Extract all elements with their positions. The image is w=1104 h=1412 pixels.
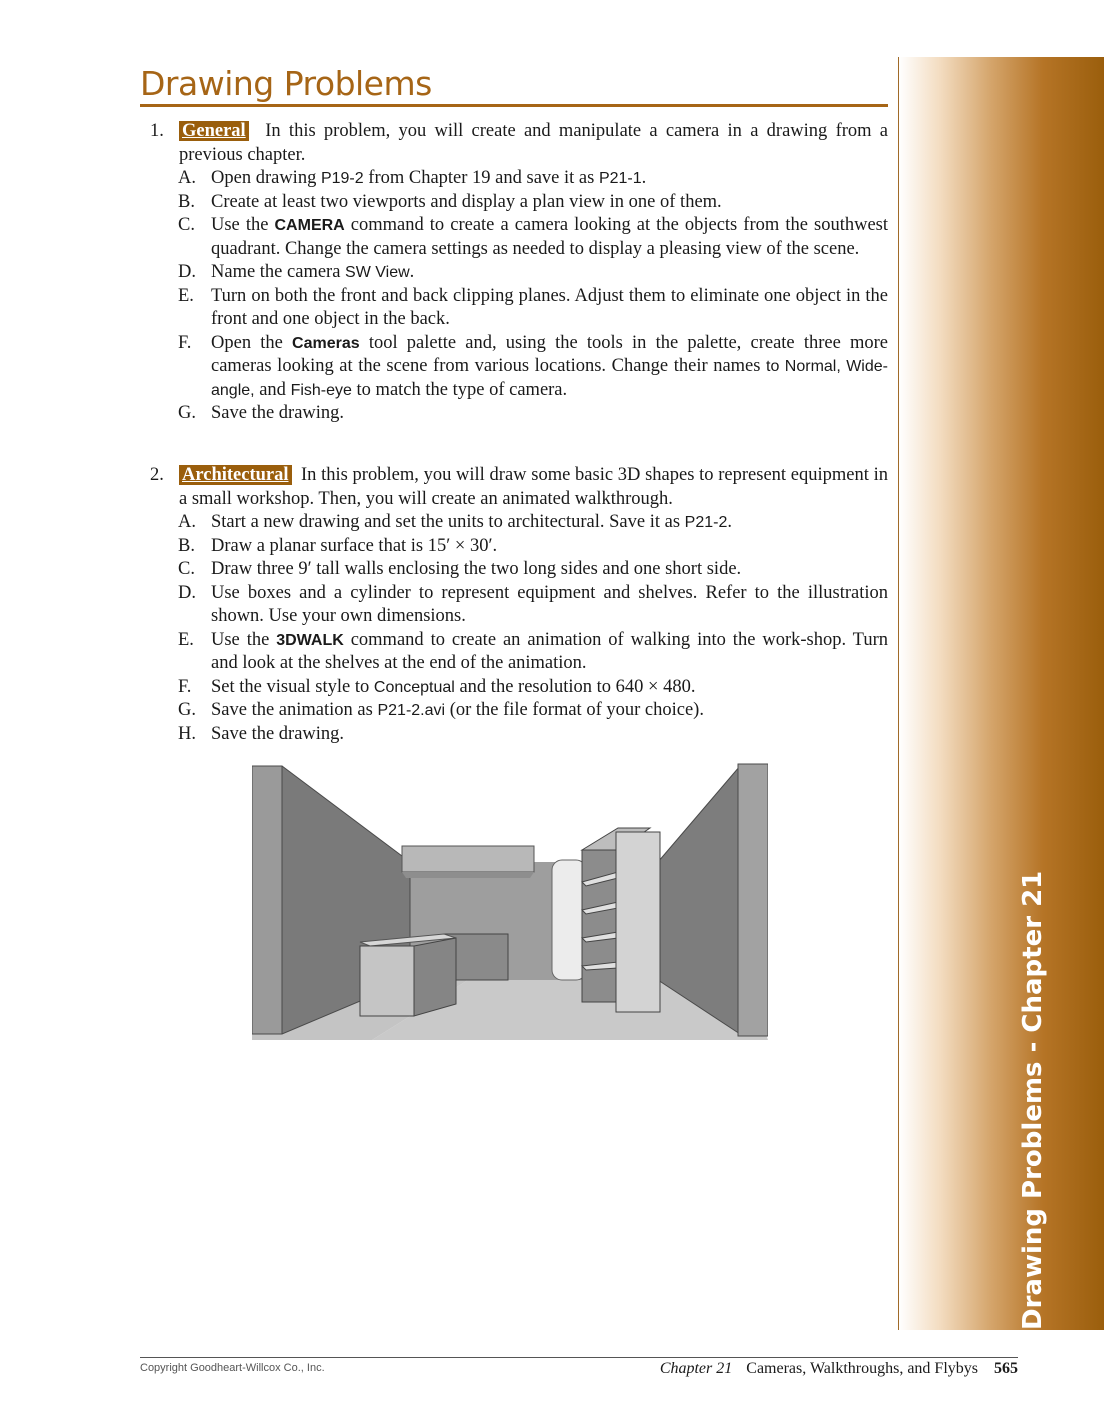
step-text: Set the visual style to xyxy=(211,676,374,697)
file-name: P21-2.avi xyxy=(377,702,446,719)
step-letter: G. xyxy=(178,700,196,720)
step-list xyxy=(150,511,888,746)
step-item xyxy=(178,191,888,215)
step-list xyxy=(150,167,888,426)
difficulty-badge: Architectural xyxy=(179,465,292,485)
step-text: Name the camera xyxy=(211,262,346,282)
visual-style-name: Conceptual xyxy=(373,678,455,696)
front-bench-front xyxy=(360,946,414,1016)
sidebar-chapter-label: Drawing Problems - Chapter 21 xyxy=(1018,870,1048,1330)
step-text: to match the type of camera. xyxy=(351,379,568,400)
workshop-illustration xyxy=(252,762,768,1040)
shelf-unit-front xyxy=(616,832,660,1012)
step-item xyxy=(178,699,888,723)
title-rule xyxy=(140,104,888,107)
chapter-title: Cameras, Walkthroughs, and Flybys xyxy=(746,1360,978,1377)
step-text: Draw a planar surface that is 15′ × 30′. xyxy=(211,535,498,556)
palette-name: Cameras xyxy=(292,334,360,352)
chapter-sidebar xyxy=(898,57,1104,1330)
step-text: Use the xyxy=(211,215,275,235)
step-letter: G. xyxy=(178,403,196,423)
left-wall-edge xyxy=(252,766,282,1034)
problem-intro xyxy=(179,464,888,511)
step-text: tool palette and, using the tools in the palette, create three more cameras looking at the scene from various locations. Change their names xyxy=(211,332,888,376)
problem-intro xyxy=(179,120,888,167)
step-text: Save the drawing. xyxy=(211,723,345,744)
camera-names: to Normal, Wide-angle, xyxy=(211,358,888,399)
command-name: 3DWALK xyxy=(276,631,344,649)
step-letter: A. xyxy=(178,512,196,532)
step-item xyxy=(178,676,888,700)
step-letter: C. xyxy=(178,215,195,235)
step-letter: A. xyxy=(178,168,196,188)
right-wall-edge xyxy=(738,764,768,1036)
camera-name: Fish-eye xyxy=(290,381,352,399)
difficulty-badge: General xyxy=(179,121,249,141)
step-letter: E. xyxy=(178,629,194,650)
step-letter: B. xyxy=(178,535,195,556)
overhead-cabinet-bottom xyxy=(402,872,534,878)
step-text: Use boxes and a cylinder to represent equipment and shelves. Refer to the illustration shown. Use your own dimensions. xyxy=(211,582,888,626)
step-letter: E. xyxy=(178,285,194,306)
step-text: Create at least two viewports and display a plan view in one of them. xyxy=(211,191,722,212)
step-text: Open the xyxy=(211,332,293,353)
command-name: CAMERA xyxy=(274,217,345,234)
step-text: command to create a camera looking at the objects from the southwest quadrant. Change the camera settings as needed to display a pleasing view of the scene. xyxy=(211,215,888,259)
cylinder-tank xyxy=(552,860,586,980)
problem-number: 1. xyxy=(150,121,164,141)
step-item xyxy=(178,285,888,332)
step-text: Turn on both the front and back clipping planes. Adjust them to eliminate one object in the front and one object in the back. xyxy=(211,285,888,329)
intro-text: In this problem, you will draw some basic 3D shapes to represent equipment in a small workshop. Then, you will create an animated walkthrough. xyxy=(179,465,888,509)
running-footer xyxy=(660,1360,1018,1378)
step-text: . xyxy=(641,168,647,188)
file-name: P21-2 xyxy=(684,514,728,531)
step-letter: D. xyxy=(178,262,196,282)
step-text: Save the animation as xyxy=(211,700,378,720)
step-item xyxy=(178,261,888,285)
step-item xyxy=(178,332,888,403)
step-text: Start a new drawing and set the units to architectural. Save it as xyxy=(211,512,685,532)
step-text: and xyxy=(254,379,291,400)
page-number: 565 xyxy=(994,1360,1018,1377)
step-text: . xyxy=(409,262,415,282)
file-name: P19-2 xyxy=(320,170,364,187)
footer-rule xyxy=(140,1357,1018,1358)
step-text: Open drawing xyxy=(211,168,321,188)
step-letter: H. xyxy=(178,723,196,744)
step-letter: F. xyxy=(178,676,192,697)
file-name: P21-1 xyxy=(598,170,642,187)
step-text: Save the drawing. xyxy=(211,403,345,423)
step-text: command to create an animation of walking into the work-shop. Turn and look at the shelves at the end of the animation. xyxy=(211,629,888,673)
step-text: (or the file format of your choice). xyxy=(445,700,704,720)
shelf-unit-back xyxy=(582,850,618,1002)
step-text: . xyxy=(727,512,732,532)
step-text: Use the xyxy=(211,629,277,650)
step-item xyxy=(178,629,888,676)
step-letter: F. xyxy=(178,332,192,353)
step-item xyxy=(178,558,888,582)
step-letter: D. xyxy=(178,582,196,603)
copyright-notice: Copyright Goodheart-Willcox Co., Inc. xyxy=(140,1362,325,1374)
step-item xyxy=(178,723,888,747)
step-text: and the resolution to 640 × 480. xyxy=(454,676,696,697)
problem-2 xyxy=(150,464,888,746)
step-letter: C. xyxy=(178,559,195,579)
step-item xyxy=(178,582,888,629)
step-item xyxy=(178,214,888,261)
step-letter: B. xyxy=(178,191,195,212)
page-title: Drawing Problems xyxy=(140,64,432,103)
step-item xyxy=(178,535,888,559)
overhead-cabinet xyxy=(402,846,534,872)
step-item xyxy=(178,167,888,191)
front-bench-side xyxy=(414,938,456,1016)
intro-text: In this problem, you will create and manipulate a camera in a drawing from a previous chapter. xyxy=(179,121,889,165)
step-text: Draw three 9′ tall walls enclosing the two long sides and one short side. xyxy=(211,559,742,579)
step-text: from Chapter 19 and save it as xyxy=(363,168,599,188)
step-item xyxy=(178,402,888,426)
camera-name: SW View xyxy=(345,264,410,281)
problem-1 xyxy=(150,120,888,426)
step-item xyxy=(178,511,888,535)
problem-number: 2. xyxy=(150,465,164,485)
chapter-label: Chapter 21 xyxy=(659,1360,733,1377)
